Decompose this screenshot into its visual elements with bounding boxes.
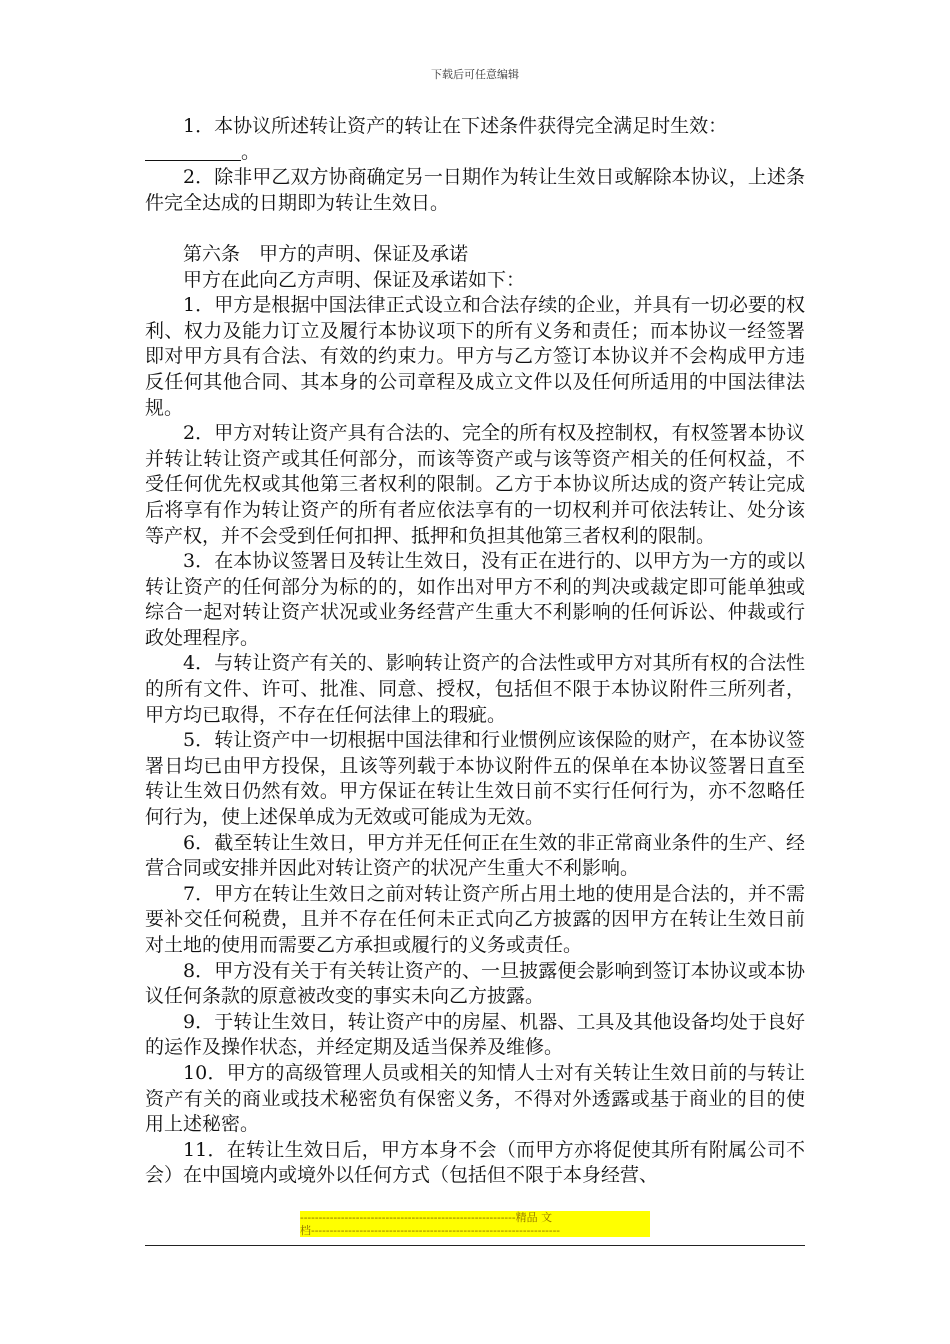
article-6-intro: 甲方在此向乙方声明、保证及承诺如下： bbox=[183, 268, 526, 291]
footer-rule bbox=[145, 1245, 805, 1246]
footer-line-1: ----------------------------------------------------------精品 文 bbox=[300, 1211, 650, 1224]
clause-6-11: 11．在转让生效日后，甲方本身不会（而甲方亦将促使其所有附属公司不会）在中国境内或境外以任何方式（包括但不限于本身经营、 bbox=[145, 1138, 805, 1187]
clause-5-2: 2．除非甲乙双方协商确定另一日期作为转让生效日或解除本协议，上述条件完全达成的日期即为转让生效日。 bbox=[145, 166, 805, 214]
condition-blank-line: 。 bbox=[145, 140, 805, 166]
fill-in-blank bbox=[145, 142, 241, 161]
clause-6-3: 3．在本协议签署日及转让生效日，没有正在进行的、以甲方为一方的或以转让资产的任何部分为标的的，如作出对甲方不利的判决或裁定即可能单独或综合一起对转让资产状况或业务经营产生重大不利影响的任何诉讼、仲裁或行政处理程序。 bbox=[145, 550, 805, 649]
article-6-heading: 第六条 甲方的声明、保证及承诺 bbox=[183, 242, 469, 265]
footer-line-2: 档------------------------------------------------------------------- bbox=[300, 1224, 650, 1237]
clause-6-10: 10．甲方的高级管理人员或相关的知情人士对有关转让生效日前的与转让资产有关的商业或技术秘密负有保密义务，不得对外透露或基于商业的目的使用上述秘密。 bbox=[145, 1061, 805, 1136]
clause-6-6: 6．截至转让生效日，甲方并无任何正在生效的非正常商业条件的生产、经营合同或安排并因此对转让资产的状况产生重大不利影响。 bbox=[145, 831, 805, 880]
document-body bbox=[145, 114, 805, 1189]
clause-6-9: 9．于转让生效日，转让资产中的房屋、机器、工具及其他设备均处于良好的运作及操作状态，并经定期及适当保养及维修。 bbox=[145, 1010, 805, 1059]
clause-6-1: 1．甲方是根据中国法律正式设立和合法存续的企业，并具有一切必要的权利、权力及能力订立及履行本协议项下的所有义务和责任；而本协议一经签署即对甲方具有合法、有效的约束力。甲方与乙方签订本协议并不会构成甲方违反任何其他合同、其本身的公司章程及成立文件以及任何所适用的中国法律法规。 bbox=[145, 294, 805, 419]
clause-5-1: 1．本协议所述转让资产的转让在下述条件获得完全满足时生效： bbox=[183, 115, 728, 137]
clause-6-5: 5．转让资产中一切根据中国法律和行业惯例应该保险的财产，在本协议签署日均已由甲方投保，且该等列载于本协议附件五的保单在本协议签署日直至转让生效日仍然有效。甲方保证在转让生效日前不实行任何行为，亦不忽略任何行为，使上述保单成为无效或可能成为无效。 bbox=[145, 729, 805, 829]
spacer bbox=[145, 216, 805, 242]
clause-6-8: 8．甲方没有关于有关转让资产的、一旦披露便会影响到签订本协议或本协议任何条款的原意被改变的事实未向乙方披露。 bbox=[145, 959, 805, 1008]
clause-6-4: 4．与转让资产有关的、影响转让资产的合法性或甲方对其所有权的合法性的所有文件、许可、批准、同意、授权，包括但不限于本协议附件三所列者，甲方均已取得，不存在任何法律上的瑕疵。 bbox=[145, 652, 805, 726]
clause-6-2: 2．甲方对转让资产具有合法的、完全的所有权及控制权，有权签署本协议并转让转让资产或其任何部分，而该等资产或与该等资产相关的任何权益，不受任何优先权或其他第三者权利的限制。乙方于本协议所达成的资产转让完成后将享有作为转让资产的所有者应依法享有的一切权利并可依法转让、处分该等产权，并不会受到任何扣押、抵押和负担其他第三者权利的限制。 bbox=[145, 422, 805, 547]
footer-watermark bbox=[300, 1211, 650, 1237]
clause-6-7: 7．甲方在转让生效日之前对转让资产所占用土地的使用是合法的，并不需要补交任何税费，且并不存在任何未正式向乙方披露的因甲方在转让生效日前对土地的使用而需要乙方承担或履行的义务或责任。 bbox=[145, 882, 805, 956]
page-header: 下载后可任意编辑 bbox=[431, 68, 519, 81]
